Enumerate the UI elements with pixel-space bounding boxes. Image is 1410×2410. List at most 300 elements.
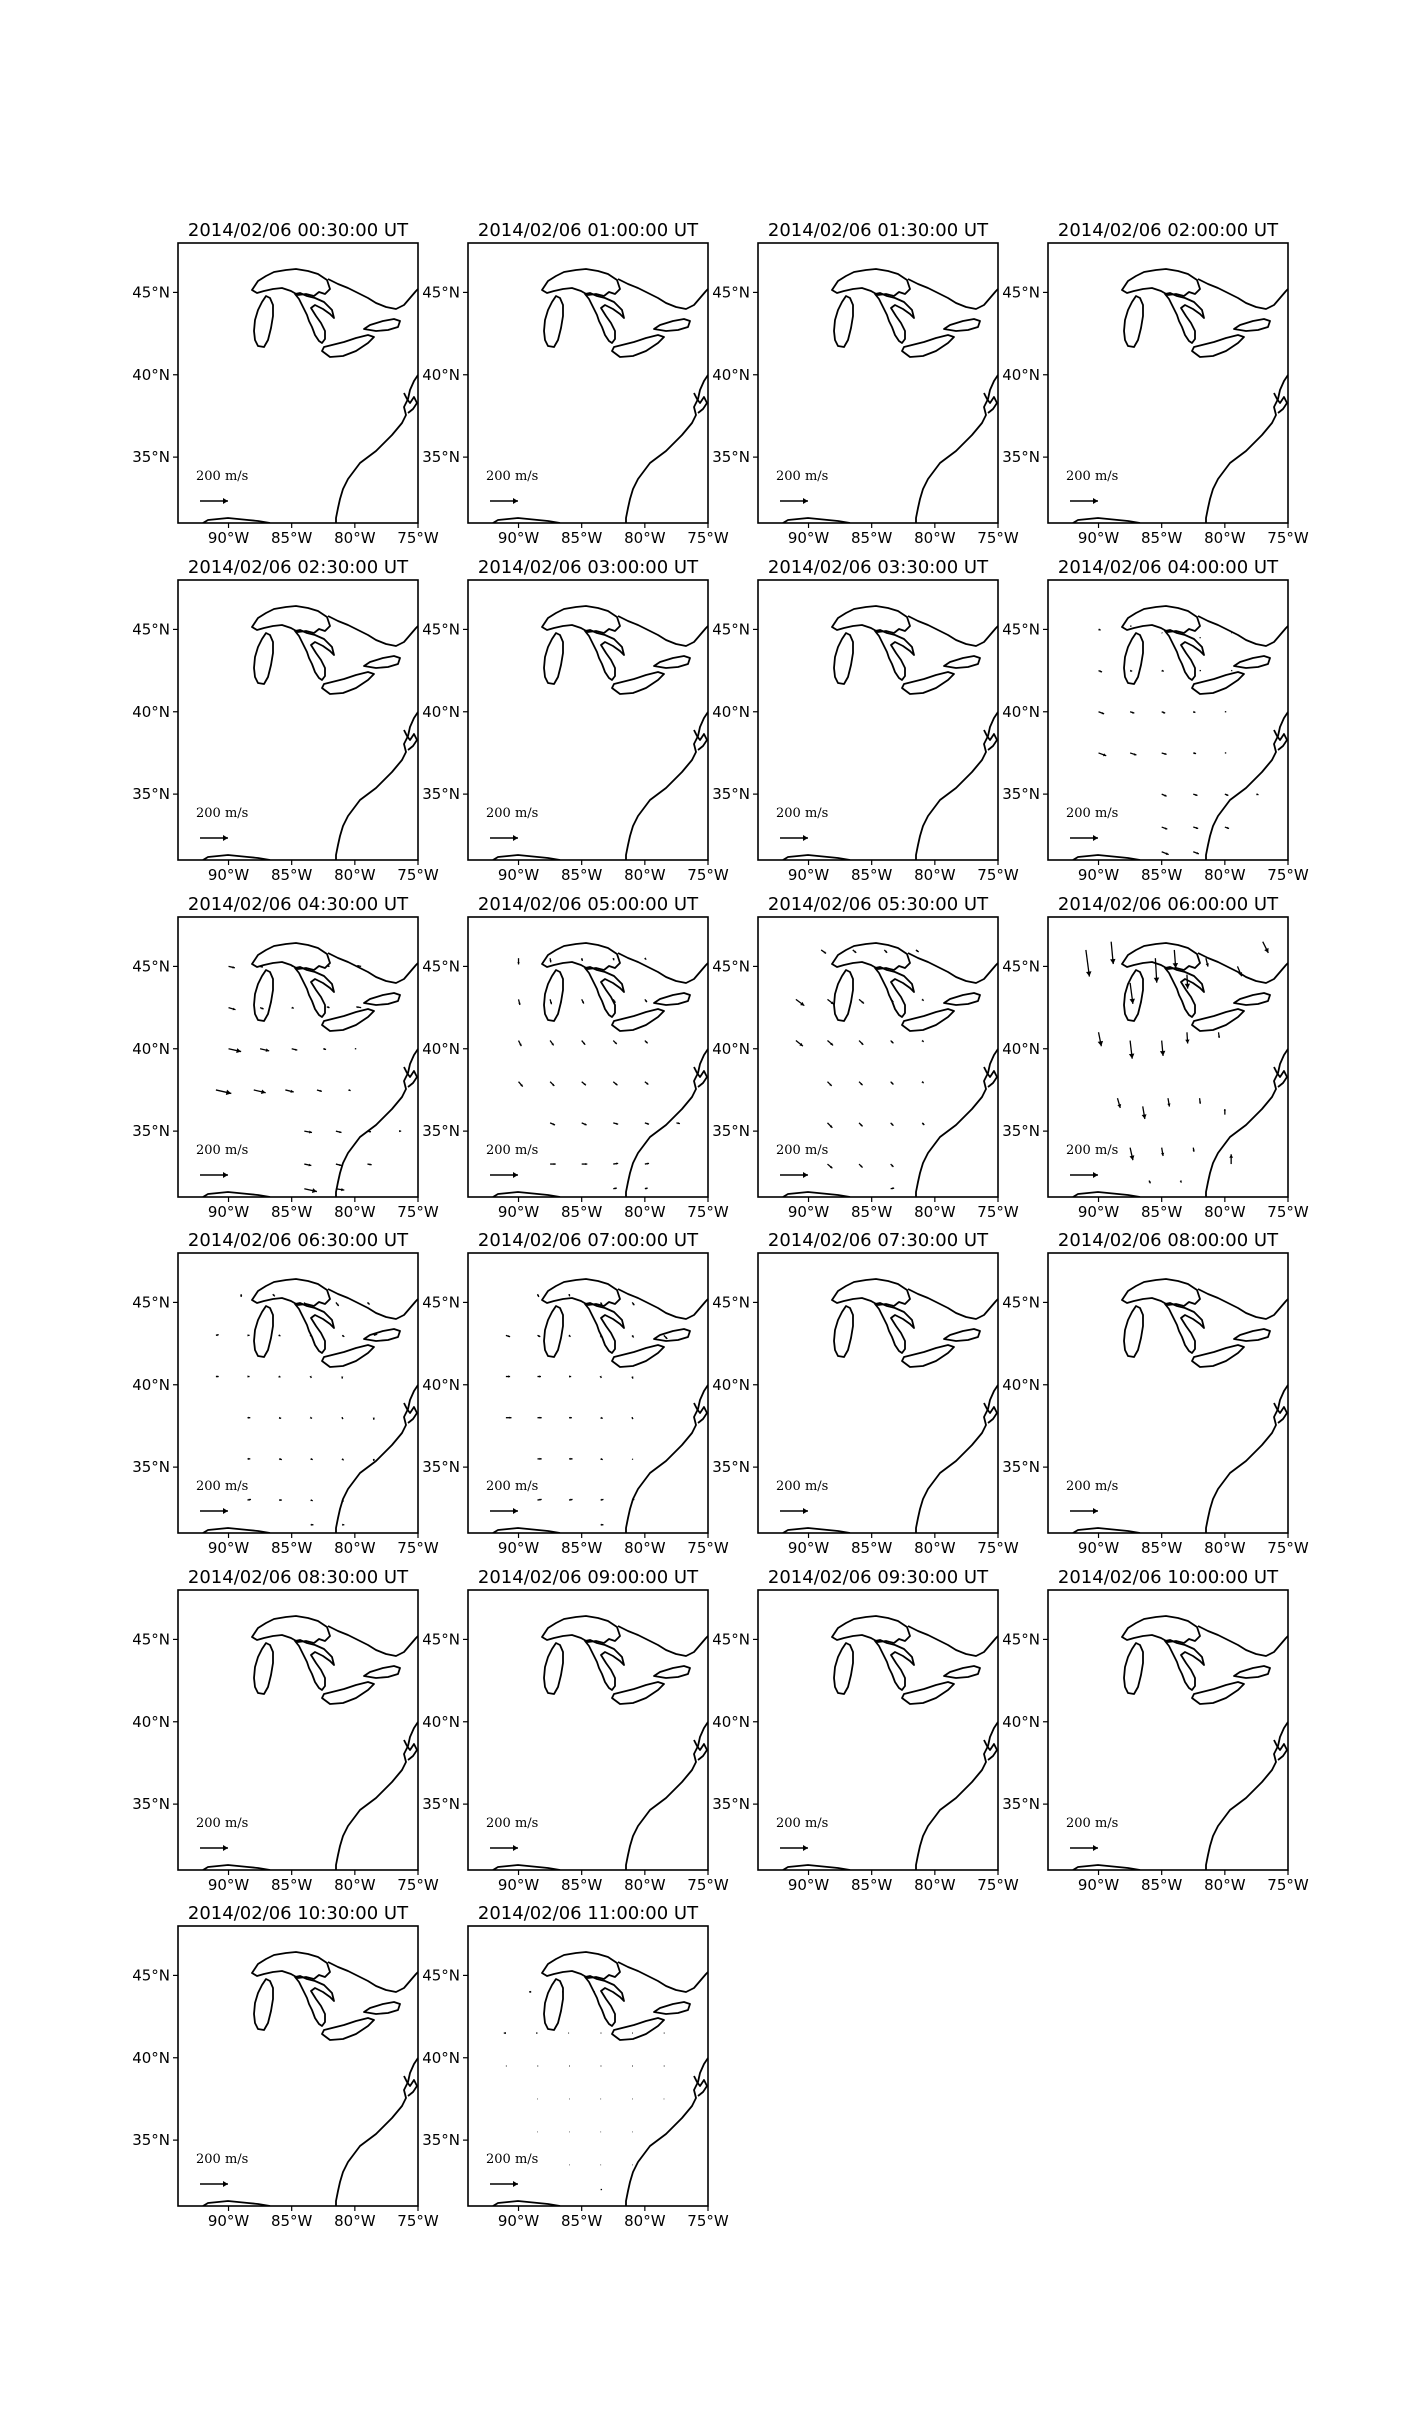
coastline: [254, 633, 273, 684]
coastline: [612, 2018, 664, 2040]
x-tick-label: 90°W: [787, 529, 830, 547]
coastline: [1122, 606, 1200, 633]
coastline: [1198, 279, 1288, 309]
coastline: [908, 1626, 998, 1656]
x-tick-label: 85°W: [1140, 529, 1183, 547]
coastline: [542, 1952, 620, 1979]
map-panel: [422, 894, 729, 1221]
drift-vector: [859, 1041, 863, 1045]
x-tick-label: 85°W: [560, 1876, 603, 1894]
coastline: [875, 293, 914, 343]
coastline: [1192, 1009, 1244, 1031]
coastline: [328, 616, 418, 646]
map-panel: [1002, 220, 1309, 547]
coastline: [1234, 1329, 1270, 1341]
y-tick-label: 40°N: [712, 1712, 750, 1731]
coastline: [612, 1345, 664, 1367]
quiver-key-label: 200 m/s: [196, 1479, 249, 1494]
map-panel: [1002, 894, 1309, 1221]
quiver-key-label: 200 m/s: [196, 1143, 249, 1158]
coastline: [908, 953, 998, 983]
drift-vector: [1263, 942, 1269, 953]
coastline: [612, 672, 664, 694]
quiver-key: [196, 469, 248, 504]
panel-title: 2014/02/06 08:30:00 UT: [187, 1567, 409, 1588]
drift-vector: [550, 1123, 555, 1125]
y-tick-label: 40°N: [422, 1712, 460, 1731]
drift-vector: [285, 1090, 293, 1093]
drift-vector: [922, 1123, 924, 1125]
drift-vector: [504, 2032, 506, 2034]
quiver-key: [1066, 1143, 1118, 1178]
drift-vector: [279, 1417, 281, 1419]
drift-vector: [581, 958, 583, 961]
drift-vector: [1229, 1154, 1233, 1164]
drift-vector: [1162, 794, 1167, 796]
map-panel: [422, 1903, 729, 2230]
coastline: [944, 1666, 980, 1678]
x-tick-label: 80°W: [1204, 1876, 1246, 1894]
map-panel: [1002, 557, 1309, 884]
x-tick-label: 90°W: [497, 2212, 540, 2230]
y-tick-label: 45°N: [422, 1293, 460, 1312]
drift-vector: [518, 999, 520, 1005]
quiver-key: [1066, 469, 1118, 504]
coastline: [544, 1643, 563, 1694]
drift-vector: [367, 1130, 371, 1132]
coastline: [252, 1616, 330, 1643]
panel-title: 2014/02/06 10:00:00 UT: [1057, 1567, 1279, 1588]
y-tick-label: 35°N: [132, 448, 170, 467]
drift-vector: [373, 1459, 375, 1461]
x-tick-label: 80°W: [624, 2212, 666, 2230]
drift-vector: [921, 1081, 923, 1083]
drift-vector: [891, 1164, 894, 1167]
x-tick-label: 80°W: [1204, 529, 1246, 547]
drift-vector: [613, 1123, 618, 1125]
coastline: [585, 967, 624, 1017]
drift-vector: [891, 1123, 894, 1126]
coastline: [832, 943, 910, 970]
coastline: [364, 319, 400, 331]
coastline: [1198, 1289, 1288, 1319]
coastline: [322, 1682, 374, 1704]
coastline: [328, 953, 418, 983]
coastline: [328, 1289, 418, 1319]
y-tick-label: 35°N: [132, 785, 170, 804]
drift-vector: [273, 1294, 275, 1296]
coastline: [832, 269, 910, 296]
coastline: [322, 335, 374, 357]
drift-vector: [309, 1376, 311, 1378]
drift-vector: [1199, 1098, 1201, 1104]
quiver-key-label: 200 m/s: [1066, 1143, 1119, 1158]
y-tick-label: 40°N: [132, 1039, 170, 1058]
x-tick-label: 80°W: [334, 529, 376, 547]
x-tick-label: 85°W: [850, 1876, 893, 1894]
drift-vector: [278, 1375, 280, 1377]
x-tick-label: 85°W: [270, 529, 313, 547]
drift-vector: [1185, 1032, 1189, 1043]
drift-vector: [367, 1163, 371, 1165]
x-tick-label: 75°W: [1267, 529, 1309, 547]
x-tick-label: 75°W: [687, 529, 729, 547]
coastline: [585, 293, 624, 343]
x-tick-label: 90°W: [1077, 1203, 1120, 1221]
drift-vector: [859, 1123, 863, 1127]
drift-vector: [859, 999, 864, 1003]
coastline: [1124, 633, 1143, 684]
panel-title: 2014/02/06 03:30:00 UT: [767, 557, 989, 578]
x-tick-label: 75°W: [977, 866, 1019, 884]
coastline: [1234, 993, 1270, 1005]
quiver-key: [486, 2152, 538, 2187]
coastline: [364, 1666, 400, 1678]
coastline: [612, 1009, 664, 1031]
coastline: [544, 1979, 563, 2030]
y-tick-label: 35°N: [132, 1122, 170, 1141]
x-tick-label: 75°W: [1267, 866, 1309, 884]
drift-vector: [891, 1041, 894, 1044]
coastline: [618, 1289, 708, 1319]
y-tick-label: 45°N: [422, 957, 460, 976]
y-tick-label: 45°N: [1002, 283, 1040, 302]
drift-vector: [632, 1302, 634, 1305]
x-tick-label: 75°W: [687, 1203, 729, 1221]
drift-vector: [327, 1006, 330, 1008]
coastline: [832, 606, 910, 633]
y-tick-label: 45°N: [422, 620, 460, 639]
coastline: [1165, 967, 1204, 1017]
drift-vector: [853, 950, 857, 953]
coastline: [254, 296, 273, 347]
drift-vector: [1099, 753, 1107, 756]
drift-vector: [323, 1048, 326, 1050]
y-tick-label: 35°N: [422, 1795, 460, 1814]
panel-title: 2014/02/06 04:00:00 UT: [1057, 557, 1279, 578]
coastline-map: [783, 606, 998, 860]
y-tick-label: 45°N: [132, 1966, 170, 1985]
y-tick-label: 40°N: [1002, 365, 1040, 384]
drift-vector: [1225, 827, 1229, 829]
y-tick-label: 45°N: [422, 1630, 460, 1649]
coastline: [1192, 1345, 1244, 1367]
quiver-key-label: 200 m/s: [1066, 469, 1119, 484]
x-tick-label: 75°W: [397, 1876, 439, 1894]
coastline: [542, 269, 620, 296]
coastline: [328, 1962, 418, 1992]
drift-vector: [247, 1417, 250, 1419]
coastline: [295, 630, 334, 680]
drift-vector: [342, 1524, 344, 1526]
coastline: [618, 1626, 708, 1656]
coastline: [1122, 1279, 1200, 1306]
drift-vector: [827, 1082, 831, 1086]
y-tick-label: 40°N: [1002, 1375, 1040, 1394]
drift-vector: [601, 1524, 604, 1526]
drift-vector: [1110, 942, 1115, 964]
x-tick-label: 90°W: [1077, 1876, 1120, 1894]
drift-vector: [247, 1375, 249, 1377]
x-tick-label: 85°W: [560, 866, 603, 884]
drift-vector: [311, 1524, 314, 1526]
quiver-key-label: 200 m/s: [196, 469, 249, 484]
y-tick-label: 35°N: [1002, 785, 1040, 804]
coastline: [654, 656, 690, 668]
quiver-key: [486, 806, 538, 841]
drift-vector: [537, 1375, 541, 1377]
drift-vector: [529, 1991, 531, 1993]
x-tick-label: 80°W: [914, 1876, 956, 1894]
drift-vector: [304, 1164, 311, 1167]
y-tick-label: 35°N: [712, 448, 750, 467]
x-tick-label: 90°W: [787, 1203, 830, 1221]
coastline: [544, 1306, 563, 1357]
x-tick-label: 85°W: [270, 1203, 313, 1221]
drift-vector: [216, 1090, 231, 1095]
x-tick-label: 75°W: [977, 1203, 1019, 1221]
panel-title: 2014/02/06 05:00:00 UT: [477, 894, 699, 915]
coastline: [252, 606, 330, 633]
panel-title: 2014/02/06 03:00:00 UT: [477, 557, 699, 578]
coastline: [908, 279, 998, 309]
drift-vector: [1180, 1180, 1182, 1182]
map-panel: [712, 1230, 1019, 1557]
coastline: [542, 943, 620, 970]
drift-vector: [632, 1335, 634, 1337]
y-tick-label: 45°N: [422, 283, 460, 302]
drift-vector: [1193, 794, 1197, 796]
x-tick-label: 80°W: [334, 2212, 376, 2230]
quiver-key: [196, 2152, 248, 2187]
coastline: [544, 633, 563, 684]
drift-vector: [1224, 1109, 1226, 1115]
coastline: [902, 1682, 954, 1704]
x-tick-label: 85°W: [1140, 1539, 1183, 1557]
coastline: [834, 633, 853, 684]
y-tick-label: 40°N: [422, 2048, 460, 2067]
coastline: [1234, 1666, 1270, 1678]
coastline: [544, 970, 563, 1021]
drift-vector: [537, 1417, 541, 1419]
y-tick-label: 35°N: [1002, 1795, 1040, 1814]
map-panel: [132, 220, 439, 547]
x-tick-label: 85°W: [270, 1876, 313, 1894]
drift-vector: [1154, 958, 1159, 983]
x-tick-label: 85°W: [850, 529, 893, 547]
drift-vector: [373, 1418, 375, 1420]
panel-title: 2014/02/06 05:30:00 UT: [767, 894, 989, 915]
coastline: [295, 967, 334, 1017]
drift-vector: [1117, 1098, 1121, 1108]
drift-vector: [506, 1375, 510, 1377]
drift-vector: [676, 1122, 680, 1124]
drift-vector: [645, 1082, 649, 1085]
drift-vector: [827, 1164, 832, 1168]
coastline: [1165, 293, 1204, 343]
coastline-map: [783, 1616, 998, 1870]
drift-vector: [216, 1334, 219, 1336]
drift-vector: [1162, 753, 1167, 755]
x-tick-label: 90°W: [1077, 1539, 1120, 1557]
map-panel: [132, 1567, 439, 1894]
x-tick-label: 85°W: [560, 2212, 603, 2230]
x-tick-label: 75°W: [687, 1539, 729, 1557]
drift-vector: [891, 1187, 895, 1189]
x-tick-label: 80°W: [1204, 866, 1246, 884]
map-panel: [1002, 1567, 1309, 1894]
map-panel: [712, 1567, 1019, 1894]
drift-vector: [613, 1041, 617, 1045]
quiver-key-label: 200 m/s: [486, 469, 539, 484]
drift-vector: [240, 1294, 242, 1297]
y-tick-label: 45°N: [712, 1293, 750, 1312]
coastline: [295, 1976, 334, 2026]
drift-vector: [1162, 670, 1164, 672]
drift-vector: [247, 1458, 250, 1460]
coastline: [295, 293, 334, 343]
drift-vector: [519, 1041, 522, 1047]
x-tick-label: 75°W: [397, 529, 439, 547]
quiver-key-label: 200 m/s: [196, 2152, 249, 2167]
quiver-key: [776, 1479, 828, 1514]
coastline: [902, 335, 954, 357]
panel-title: 2014/02/06 02:00:00 UT: [1057, 220, 1279, 241]
x-tick-label: 90°W: [497, 1876, 540, 1894]
drift-vector: [1129, 1041, 1134, 1059]
y-tick-label: 45°N: [132, 957, 170, 976]
coastline: [585, 1640, 624, 1690]
x-tick-label: 90°W: [207, 1539, 250, 1557]
coastline: [1165, 1640, 1204, 1690]
x-tick-label: 75°W: [977, 1539, 1019, 1557]
coastline: [585, 630, 624, 680]
map-panel: [132, 894, 439, 1221]
coastline: [322, 672, 374, 694]
y-tick-label: 35°N: [712, 1795, 750, 1814]
x-tick-label: 75°W: [687, 1876, 729, 1894]
coastline: [1122, 269, 1200, 296]
y-tick-label: 40°N: [422, 1039, 460, 1058]
drift-vector: [645, 1123, 649, 1125]
coastline: [364, 993, 400, 1005]
drift-vector: [600, 1417, 602, 1419]
drift-vector: [229, 966, 235, 968]
y-tick-label: 45°N: [1002, 957, 1040, 976]
y-tick-label: 45°N: [132, 620, 170, 639]
quiver-key: [196, 1479, 248, 1514]
quiver-key-label: 200 m/s: [1066, 1816, 1119, 1831]
x-tick-label: 90°W: [497, 1203, 540, 1221]
x-tick-label: 75°W: [1267, 1539, 1309, 1557]
coastline: [908, 1289, 998, 1319]
drift-vector: [568, 1294, 570, 1296]
drift-vector: [336, 1164, 342, 1166]
coastline-map: [783, 269, 998, 523]
x-tick-label: 80°W: [334, 866, 376, 884]
coastline: [834, 1306, 853, 1357]
drift-vector: [645, 999, 647, 1002]
quiver-key-label: 200 m/s: [196, 1816, 249, 1831]
coastline: [295, 1303, 334, 1353]
coastline: [252, 943, 330, 970]
panel-title: 2014/02/06 01:00:00 UT: [477, 220, 699, 241]
quiver-key: [776, 469, 828, 504]
x-tick-label: 85°W: [1140, 866, 1183, 884]
x-tick-label: 90°W: [497, 529, 540, 547]
drift-vector: [827, 1123, 832, 1128]
drift-vector: [569, 1499, 573, 1501]
drift-vector: [247, 1334, 249, 1336]
coastline-map: [1073, 942, 1288, 1197]
x-tick-label: 90°W: [207, 2212, 250, 2230]
y-tick-label: 45°N: [132, 1293, 170, 1312]
drift-vector: [1193, 1148, 1195, 1152]
y-tick-label: 45°N: [132, 1630, 170, 1649]
drift-vector: [569, 1417, 572, 1419]
drift-vector: [229, 1048, 242, 1053]
coastline: [618, 953, 708, 983]
x-tick-label: 75°W: [687, 2212, 729, 2230]
drift-vector: [336, 1131, 342, 1133]
drift-vector: [1130, 983, 1135, 1004]
x-tick-label: 90°W: [787, 1876, 830, 1894]
coastline-map: [203, 1616, 418, 1870]
panel-title: 2014/02/06 09:00:00 UT: [477, 1567, 699, 1588]
coastline-map: [1073, 1279, 1288, 1533]
drift-vector: [1099, 670, 1103, 672]
coastline: [944, 656, 980, 668]
coastline-map: [1073, 606, 1288, 860]
coastline-map: [783, 943, 998, 1197]
map-panel: [422, 1230, 729, 1557]
drift-vector: [796, 1041, 803, 1047]
coastline: [364, 656, 400, 668]
coastline: [364, 2002, 400, 2014]
drift-vector: [519, 1082, 523, 1087]
x-tick-label: 80°W: [914, 1539, 956, 1557]
coastline: [1122, 1616, 1200, 1643]
drift-vector: [1149, 1181, 1151, 1184]
drift-vector: [537, 1499, 541, 1501]
quiver-key: [776, 1143, 828, 1178]
y-tick-label: 35°N: [132, 1795, 170, 1814]
coastline: [544, 296, 563, 347]
coastline: [875, 1640, 914, 1690]
coastline-map: [1073, 1616, 1288, 1870]
drift-vector: [1218, 1032, 1220, 1038]
coastline: [875, 967, 914, 1017]
coastline: [1165, 630, 1204, 680]
x-tick-label: 85°W: [270, 2212, 313, 2230]
x-tick-label: 80°W: [624, 529, 666, 547]
drift-vector: [1098, 1032, 1103, 1046]
coastline-map: [493, 943, 708, 1197]
drift-vector: [336, 1302, 339, 1306]
panel-title: 2014/02/06 11:00:00 UT: [477, 1903, 699, 1924]
y-tick-label: 35°N: [132, 2131, 170, 2150]
quiver-key: [776, 806, 828, 841]
drift-vector: [1098, 628, 1100, 630]
quiver-key: [196, 806, 248, 841]
x-tick-label: 75°W: [977, 1876, 1019, 1894]
coastline: [542, 1279, 620, 1306]
map-panel: [1002, 1230, 1309, 1557]
drift-vector: [1099, 712, 1105, 714]
coastline: [834, 1643, 853, 1694]
coastline: [1192, 672, 1244, 694]
x-tick-label: 85°W: [850, 1203, 893, 1221]
